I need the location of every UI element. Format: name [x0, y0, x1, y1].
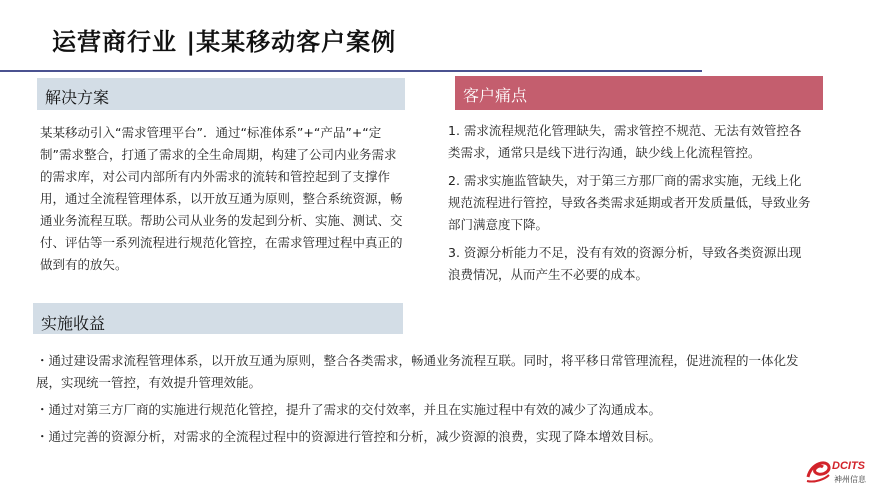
benefits-heading: 实施收益: [33, 303, 403, 334]
benefit-item: ・通过完善的资源分析，对需求的全流程过程中的资源进行管控和分析，减少资源的浪费，实现了降本增效目标。: [36, 429, 662, 444]
pain-points-heading: 客户痛点: [455, 76, 823, 110]
svg-text:DCITS: DCITS: [832, 460, 865, 472]
benefit-item: ・通过对第三方厂商的实施进行规范化管控，提升了需求的交付效率，并且在实施过程中有效的减少了沟通成本。: [36, 402, 662, 417]
pain-points-list: [448, 120, 813, 292]
dcits-logo-mark-icon: [805, 455, 875, 485]
dcits-logo: [805, 455, 875, 485]
svg-text:神州信息: 神州信息: [834, 475, 866, 484]
pain-point-item: 1. 需求流程规范化管理缺失，需求管控不规范、无法有效管控各类需求，通常只是线下进行沟通，缺少线上化流程管控。: [448, 123, 802, 160]
pain-point-item: 3. 资源分析能力不足，没有有效的资源分析，导致各类资源出现浪费情况，从而产生不必要的成本。: [448, 245, 802, 282]
benefit-item: ・通过建设需求流程管理体系，以开放互通为原则，整合各类需求，畅通业务流程互联。同时，将平移日常管理流程，促进流程的一体化发展，实现统一管控，有效提升管理效能。: [36, 353, 799, 390]
solution-text: 某某移动引入“需求管理平台”．通过“标准体系”+“产品”+“定制”需求整合，打通了需求的全生命周期，构建了公司内业务需求的需求库，对公司内部所有内外需求的流转和管控起到了支撑作用，通过全流程管理体系，以开放互通为原则，整合系统资源，畅通业务流程互联。帮助公司从业务的发起到分析、实施、测试、交付、评估等一系列流程进行规范化管控，在需求管理过程中真正的做到有的放矢。: [40, 125, 403, 272]
pain-point-item: 2. 需求实施监管缺失，对于第三方那厂商的需求实施，无线上化规范流程进行管控，导致各类需求延期或者开发质量低，导致业务部门满意度下降。: [448, 173, 811, 232]
solution-heading: 解决方案: [37, 78, 405, 110]
title-divider: [0, 70, 702, 72]
page-title: 运营商行业 |某某移动客户案例: [52, 28, 397, 56]
benefits-list: [36, 350, 816, 453]
